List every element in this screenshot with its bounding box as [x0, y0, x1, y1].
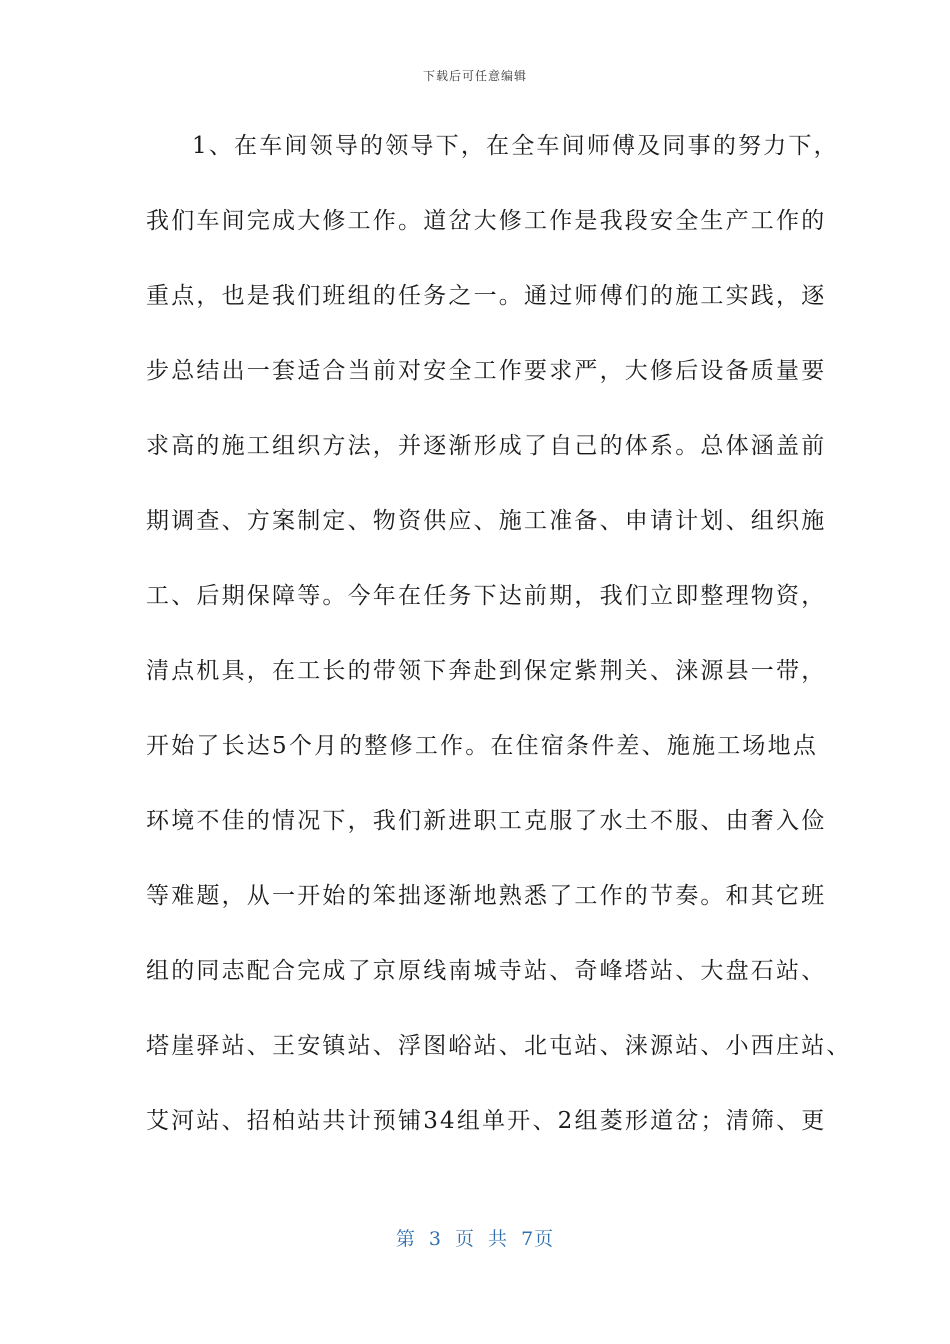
paragraph-line: 重点，也是我们班组的任务之一。通过师傅们的施工实践，逐	[146, 283, 827, 309]
document-body	[146, 126, 852, 1176]
paragraph-line: 组的同志配合完成了京原线南城寺站、奇峰塔站、大盘石站、	[146, 958, 827, 984]
paragraph-line: 步总结出一套适合当前对安全工作要求严，大修后设备质量要	[146, 358, 827, 384]
paragraph-line: 开始了长达5个月的整修工作。在住宿条件差、施施工场地点	[146, 733, 819, 759]
paragraph-line: 我们车间完成大修工作。道岔大修工作是我段安全生产工作的	[146, 208, 827, 234]
paragraph-line: 清点机具，在工长的带领下奔赴到保定紫荆关、涞源县一带，	[146, 658, 827, 684]
paragraph-line: 求高的施工组织方法，并逐渐形成了自己的体系。总体涵盖前	[146, 433, 827, 459]
paragraph-line: 期调查、方案制定、物资供应、施工准备、申请计划、组织施	[146, 508, 827, 534]
paragraph-line: 工、后期保障等。今年在任务下达前期，我们立即整理物资，	[146, 583, 827, 609]
paragraph-line: 艾河站、招柏站共计预铺34组单开、2组菱形道岔；清筛、更	[146, 1108, 827, 1134]
page-number-footer: 第 3 页 共 7页	[395, 1228, 555, 1250]
paragraph-line: 塔崖驿站、王安镇站、浮图峪站、北屯站、涞源站、小西庄站、	[146, 1033, 852, 1059]
paragraph-line: 环境不佳的情况下，我们新进职工克服了水土不服、由奢入俭	[146, 808, 827, 834]
paragraph-line: 等难题，从一开始的笨拙逐渐地熟悉了工作的节奏。和其它班	[146, 883, 827, 909]
header-note: 下载后可任意编辑	[422, 69, 527, 83]
paragraph-line: 1、在车间领导的领导下，在全车间师傅及同事的努力下，	[192, 133, 839, 159]
